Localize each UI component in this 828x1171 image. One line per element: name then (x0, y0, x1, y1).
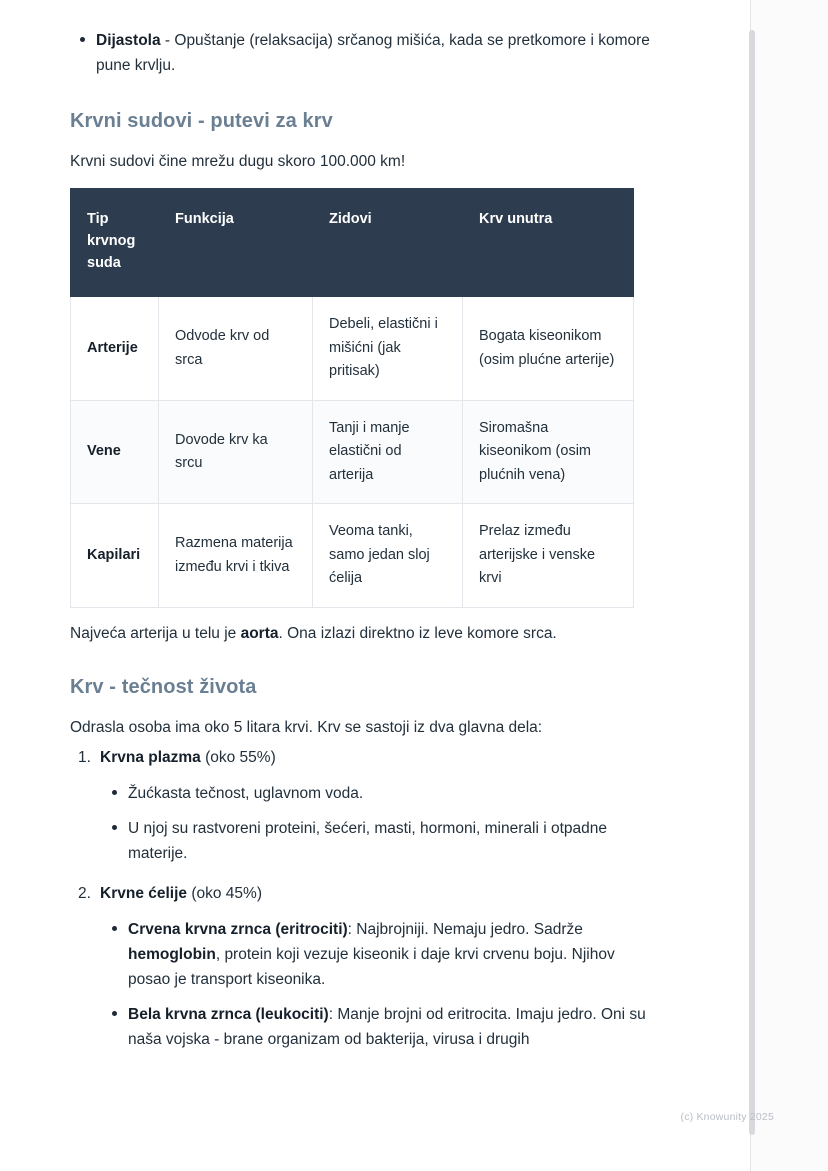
list-item (128, 816, 650, 866)
list-item (128, 1002, 650, 1052)
intro-bullet-list (70, 28, 650, 78)
document-content (70, 28, 650, 1062)
cell-type-vene: Vene (71, 400, 159, 503)
term-dijastola-text: - Opuštanje (relaksacija) srčanog mišića, kada se pretkomore i komore pune krvlju. (96, 32, 650, 75)
cell-function-vene: Dovode krv ka srcu (159, 400, 313, 503)
cell-walls-vene: Tanji i manje elastični od arterija (313, 400, 463, 503)
blood-parts-list (70, 746, 650, 1052)
cell-function-arterije: Odvode krv od srca (159, 297, 313, 400)
watermark: (c) Knowunity 2025 (680, 1111, 774, 1123)
list-marker (78, 882, 91, 907)
cell-walls-kapilari: Veoma tanki, samo jedan sloj ćelija (313, 504, 463, 607)
section-title-blood-vessels: Krvni sudovi - putevi za krv (70, 110, 333, 133)
aorta-note (70, 622, 650, 646)
section-lead-blood: Odrasla osoba ima oko 5 litara krvi. Krv se sastoji iz dva glavna dela: (70, 718, 543, 736)
plasma-bullet-1: Žućkasta tečnost, uglavnom voda. (128, 784, 364, 802)
leukocytes-text: : Manje brojni od eritrocita. Imaju jedro. Oni su naša vojska - brane organizam od bakterija, virusa i drugih (128, 1006, 646, 1049)
plasma-amount: (oko 55%) (200, 748, 276, 766)
section-lead-blood-vessels: Krvni sudovi čine mrežu dugu skoro 100.000 km! (70, 153, 406, 171)
section-title-blood: Krv - tečnost života (70, 675, 257, 698)
blood-vessel-table (70, 188, 634, 608)
cell-function-kapilari: Razmena materija između krvi i tkiva (159, 504, 313, 607)
list-item (96, 28, 650, 78)
plasma-bullets (100, 781, 650, 866)
cell-blood-vene: Siromašna kiseonikom (osim plućnih vena) (463, 400, 634, 503)
term-dijastola: Dijastola (96, 32, 161, 49)
cells-title: Krvne ćelije (100, 885, 188, 902)
list-item (128, 781, 650, 806)
table-row (71, 297, 634, 400)
table-header-row (71, 189, 634, 297)
aorta-term: aorta (240, 624, 279, 642)
cell-type-arterije: Arterije (71, 297, 159, 400)
table-header-cell-function: Funkcija (159, 189, 313, 297)
hemoglobin-term: hemoglobin (128, 945, 216, 963)
aorta-note-after: . Ona izlazi direktno iz leve komore srca. (278, 624, 557, 642)
scrollbar-thumb[interactable] (749, 30, 755, 1135)
leukocytes-term: Bela krvna zrnca (leukociti) (128, 1006, 329, 1024)
plasma-bullet-2: U njoj su rastvoreni proteini, šećeri, masti, hormoni, minerali i otpadne materije. (128, 819, 607, 862)
cells-amount: (oko 45%) (187, 885, 262, 902)
erythrocytes-term: Crvena krvna zrnca (eritrociti) (128, 920, 348, 938)
scroll-gutter (750, 0, 828, 1171)
cell-walls-arterije: Debeli, elastični i mišićni (jak pritisak) (313, 297, 463, 400)
list-item-plasma (100, 746, 650, 866)
list-marker (78, 746, 91, 771)
cell-blood-kapilari: Prelaz između arterijske i venske krvi (463, 504, 634, 607)
plasma-title: Krvna plazma (100, 748, 201, 766)
cell-type-kapilari: Kapilari (71, 504, 159, 607)
aorta-note-before: Najveća arterija u telu je (70, 624, 241, 642)
erythrocytes-text-2: , protein koji vezuje kiseonik i daje krvi crvenu boju. Njihov posao je transport kiseonika. (128, 945, 615, 989)
list-item-cells (100, 882, 650, 1052)
list-item (128, 917, 650, 992)
table-header-cell-walls: Zidovi (313, 189, 463, 297)
table-header-cell-type: Tip krvnog suda (71, 189, 159, 297)
cells-bullets (100, 917, 650, 1053)
table-row (71, 504, 634, 607)
cell-blood-arterije: Bogata kiseonikom (osim plućne arterije) (463, 297, 634, 400)
table-header-cell-blood: Krv unutra (463, 189, 634, 297)
table-row (71, 400, 634, 503)
erythrocytes-text-1: : Najbrojniji. Nemaju jedro. Sadrže (347, 920, 583, 938)
